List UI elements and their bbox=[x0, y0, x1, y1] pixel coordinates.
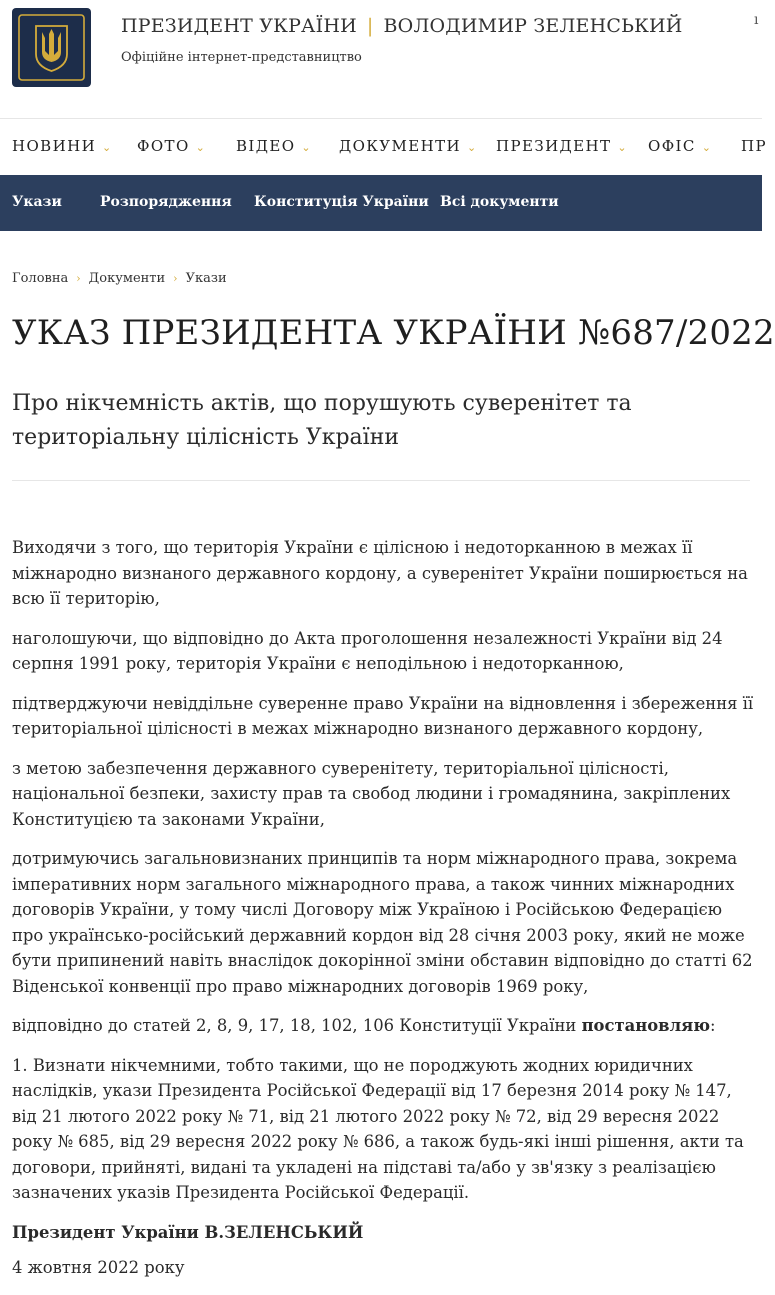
preamble-paragraph: дотримуючись загальновизнаних принципів та норм міжнародного права, зокрема імперативних норм загального міжнародного права, а також чинних міжнародних договорів України, у тому числі Договору між Україною і Російською Федерацією про українсько-російський державний кордон від 28 січня 2003 року, який не може бути припинений навіть внаслідок докорінної зміни обставин відповідно до статті 62 Віденської конвенції про право міжнародних договорів 1969 року, bbox=[12, 849, 753, 996]
subnav-item-decrees[interactable]: Укази bbox=[12, 194, 62, 210]
chevron-right-icon: › bbox=[173, 272, 178, 285]
nav-item-news[interactable] bbox=[12, 137, 111, 155]
title-separator: | bbox=[366, 15, 374, 37]
document-subtitle: Про нікчемність актів, що порушують суверенітет та територіальну цілісність України bbox=[12, 391, 632, 450]
site-subtitle: Офіційне інтернет-представництво bbox=[121, 50, 362, 65]
subnav-item-constitution[interactable]: Конституція України bbox=[254, 194, 429, 210]
nav-item-photo[interactable] bbox=[137, 137, 205, 155]
chevron-down-icon: ⌄ bbox=[102, 141, 112, 154]
subnav-item-orders[interactable]: Розпорядження bbox=[100, 194, 232, 210]
site-title-left: ПРЕЗИДЕНТ УКРАЇНИ bbox=[121, 15, 357, 37]
breadcrumb-home[interactable]: Головна bbox=[12, 271, 69, 286]
nav-item-truncated[interactable] bbox=[741, 137, 767, 155]
nav-item-label: ВІДЕО bbox=[236, 137, 296, 155]
documents-subnav bbox=[0, 175, 762, 231]
site-title-right: ВОЛОДИМИР ЗЕЛЕНСЬКИЙ bbox=[383, 15, 683, 37]
preamble-paragraph: наголошуючи, що відповідно до Акта проголошення незалежності України від 24 серпня 1991 року, територія України є неподільною і недоторканною, bbox=[12, 628, 723, 673]
decree-line bbox=[12, 1013, 756, 1039]
nav-item-label: ДОКУМЕНТИ bbox=[339, 137, 462, 155]
title-divider bbox=[12, 480, 750, 481]
document-date: 4 жовтня 2022 року bbox=[12, 1258, 185, 1277]
breadcrumb-documents[interactable]: Документи bbox=[88, 271, 166, 286]
chevron-down-icon: ⌄ bbox=[701, 141, 711, 154]
breadcrumb-decrees[interactable]: Укази bbox=[185, 271, 227, 286]
preamble-paragraph: підтверджуючи невіддільне суверенне право України на відновлення і збереження її територіальної цілісності в межах міжнародно визнаного державного кордону, bbox=[12, 693, 754, 738]
nav-item-documents[interactable] bbox=[339, 137, 476, 155]
preamble-paragraph: Виходячи з того, що територія України є цілісною і недоторканною в межах її міжнародно визнаного державного кордону, а суверенітет України поширюється на всю її територію, bbox=[12, 538, 748, 608]
nav-item-label: НОВИНИ bbox=[12, 137, 97, 155]
main-navigation bbox=[0, 119, 767, 175]
nav-item-label: ПР bbox=[741, 137, 767, 155]
chevron-down-icon: ⌄ bbox=[617, 141, 627, 154]
signature: Президент України В.ЗЕЛЕНСЬКИЙ bbox=[12, 1222, 364, 1242]
nav-item-video[interactable] bbox=[236, 137, 311, 155]
nav-item-office[interactable] bbox=[648, 137, 711, 155]
breadcrumb bbox=[12, 271, 227, 286]
chevron-down-icon: ⌄ bbox=[301, 141, 311, 154]
page-title: УКАЗ ПРЕЗИДЕНТА УКРАЇНИ №687/2022 bbox=[12, 313, 775, 353]
nav-item-president[interactable] bbox=[496, 137, 627, 155]
nav-item-label: ПРЕЗИДЕНТ bbox=[496, 137, 612, 155]
chevron-right-icon: › bbox=[76, 272, 81, 285]
trident-coat-of-arms-icon bbox=[12, 8, 91, 87]
nav-item-label: ФОТО bbox=[137, 137, 190, 155]
corner-glyph: ı bbox=[754, 12, 759, 28]
decree-line-tail: : bbox=[710, 1016, 716, 1035]
decree-line-text: відповідно до статей 2, 8, 9, 17, 18, 102, 106 Конституції України bbox=[12, 1016, 582, 1035]
preamble-paragraph: з метою забезпечення державного суверенітету, територіальної цілісності, національної безпеки, захисту прав та свобод людини і громадянина, закріплених Конституцією та законами України, bbox=[12, 758, 731, 829]
chevron-down-icon: ⌄ bbox=[467, 141, 477, 154]
chevron-down-icon: ⌄ bbox=[195, 141, 205, 154]
site-logo[interactable] bbox=[12, 8, 91, 87]
decree-point-1: 1. Визнати нікчемними, тобто такими, що не породжують жодних юридичних наслідків, укази Президента Російської Федерації від 17 березня 2014 року № 147, від 21 лютого 2022 року № 71, від 21 лютого 2022 року № 72, від 29 вересня 2022 року № 685, від 29 вересня 2022 року № 686, а також будь-які інші рішення, акти та договори, прийняті, видані та укладені на підставі та/або у зв'язку з реалізацією зазначених указів Президента Російської Федерації. bbox=[12, 1055, 744, 1202]
site-title[interactable] bbox=[121, 15, 683, 37]
decree-keyword: постановляю bbox=[581, 1016, 711, 1035]
nav-item-label: ОФІС bbox=[648, 137, 696, 155]
subnav-item-all-documents[interactable]: Всі документи bbox=[440, 194, 559, 210]
document-body bbox=[12, 535, 756, 1295]
site-header bbox=[0, 0, 762, 118]
